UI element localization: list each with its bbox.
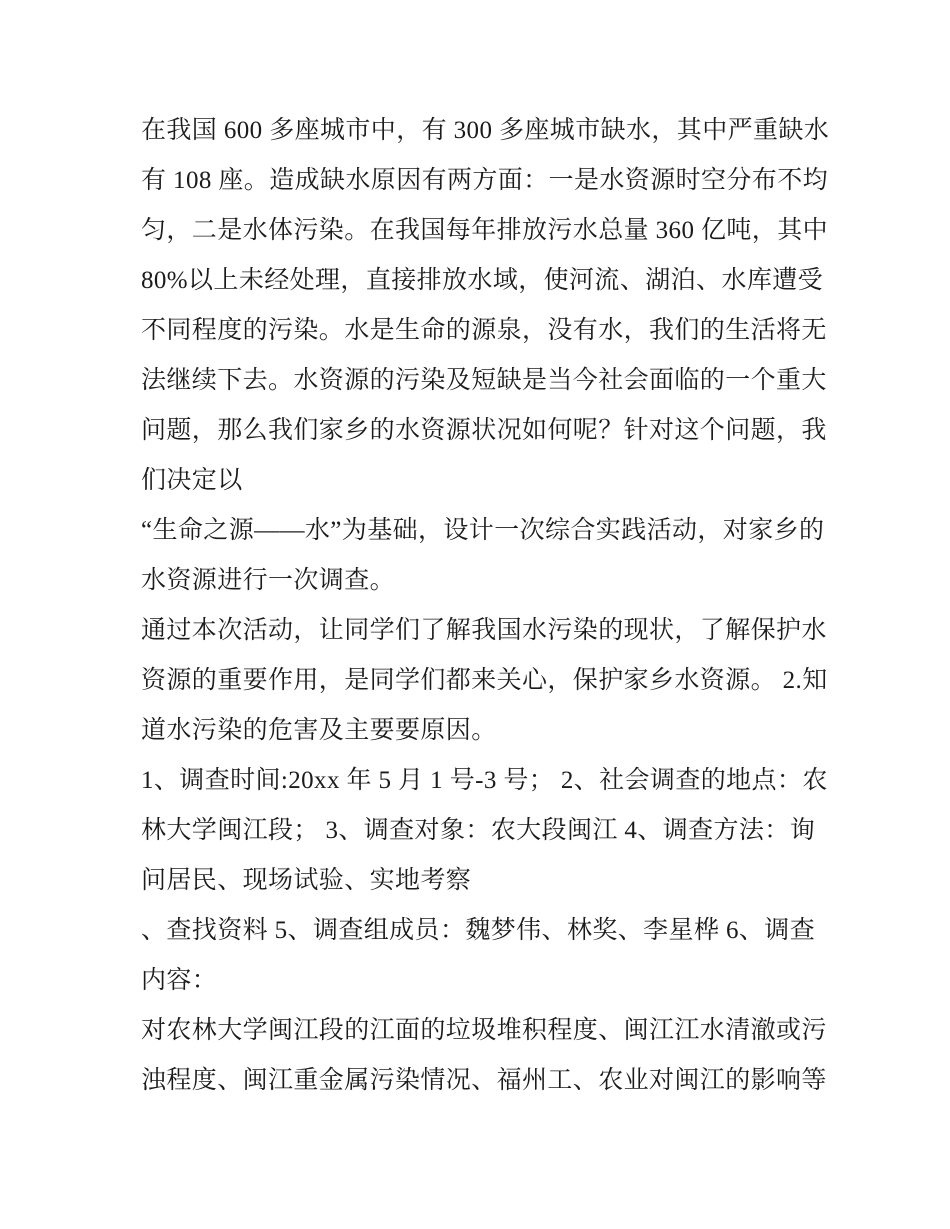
text-line: 内容： — [141, 967, 218, 994]
text-line: 有 108 座。造成缺水原因有两方面：一是水资源时空分布不均 — [141, 167, 829, 194]
text-line: 资源的重要作用，是同学们都来关心，保护家乡水资源。 2.知 — [141, 667, 828, 694]
text-block — [141, 106, 841, 1106]
text-line: 水资源进行一次调查。 — [141, 567, 396, 594]
text-line: 不同程度的污染。水是生命的源泉，没有水，我们的生活将无 — [141, 317, 827, 344]
text-line: “生命之源——水”为基础，设计一次综合实践活动，对家乡的 — [141, 517, 825, 544]
text-line: 匀，二是水体污染。在我国每年排放污水总量 360 亿吨，其中 — [141, 217, 829, 244]
text-line: 对农林大学闽江段的江面的垃圾堆积程度、闽江江水清澈或污 — [141, 1017, 827, 1044]
text-line: 们决定以 — [141, 467, 243, 494]
text-line: 通过本次活动，让同学们了解我国水污染的现状，了解保护水 — [141, 617, 827, 644]
text-line: 、查找资料 5、调查组成员：魏梦伟、林奖、李星桦 6、调查 — [141, 917, 816, 944]
text-line: 1、调查时间:20xx 年 5 月 1 号-3 号； 2、社会调查的地点：农 — [141, 767, 828, 794]
text-line: 法继续下去。水资源的污染及短缺是当今社会面临的一个重大 — [141, 367, 827, 394]
text-line: 林大学闽江段； 3、调查对象：农大段闽江 4、调查方法：询 — [141, 817, 816, 844]
text-line: 问题，那么我们家乡的水资源状况如何呢？针对这个问题，我 — [141, 417, 827, 444]
text-line: 问居民、现场试验、实地考察 — [141, 867, 472, 894]
text-line: 在我国 600 多座城市中，有 300 多座城市缺水，其中严重缺水 — [141, 117, 830, 144]
text-line: 道水污染的危害及主要要原因。 — [141, 717, 497, 744]
text-line: 80%以上未经处理，直接排放水域，使河流、湖泊、水库遭受 — [141, 267, 824, 294]
text-line: 浊程度、闽江重金属污染情况、福州工、农业对闽江的影响等 — [141, 1067, 827, 1094]
